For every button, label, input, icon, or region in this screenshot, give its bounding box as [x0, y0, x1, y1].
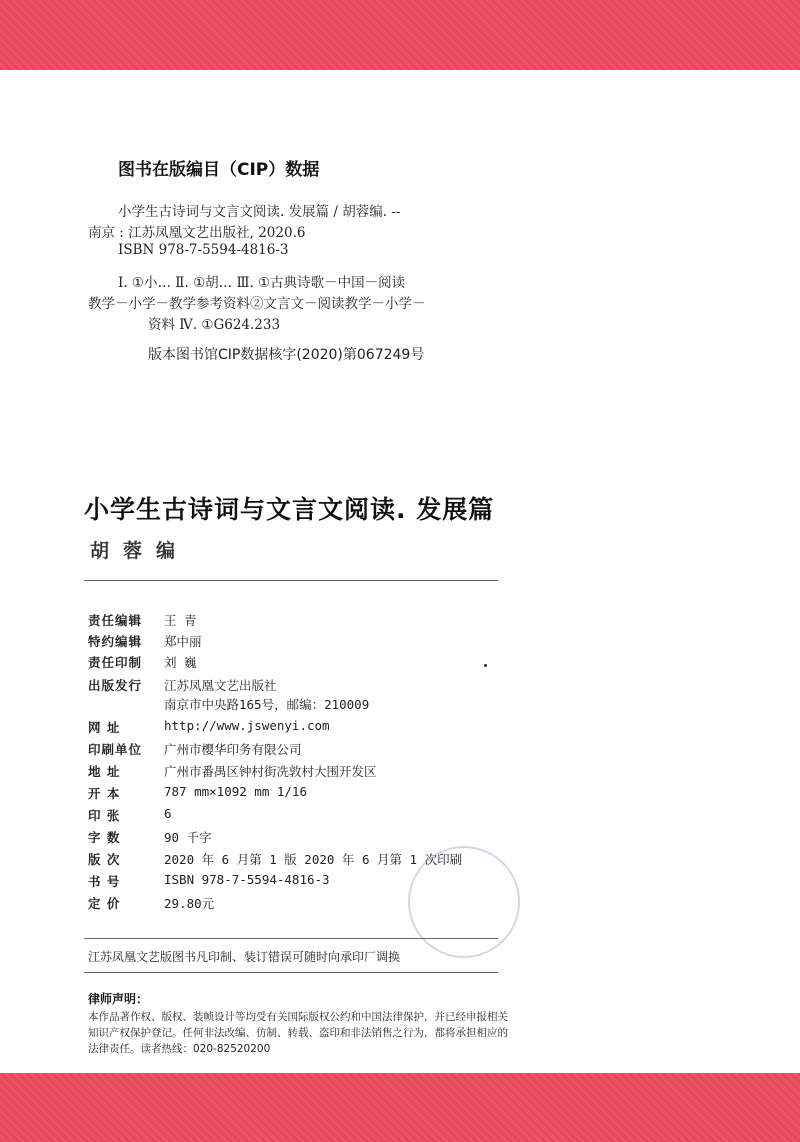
detail-value: 29.80元	[164, 896, 215, 911]
detail-label: 责任印制	[88, 655, 143, 670]
divider-top	[84, 580, 498, 581]
cip-line-6: 资料 Ⅳ. ①G624.233	[148, 317, 281, 333]
detail-value: 2020 年 6 月第 1 版 2020 年 6 月第 1 次印刷	[164, 852, 463, 867]
detail-label: 责任编辑	[88, 613, 143, 628]
detail-value: 787 mm×1092 mm 1/16	[164, 784, 307, 799]
detail-label: 特约编辑	[88, 634, 143, 649]
cip-line-5: 教学－小学－教学参考资料②文言文－阅读教学－小学－	[88, 296, 426, 312]
cip-line-1: 小学生古诗词与文言文阅读. 发展篇 / 胡蓉编. --	[118, 204, 401, 220]
detail-value: 江苏凤凰文艺出版社	[164, 678, 277, 693]
lawyer-statement-text: 本作品著作权、版权、装帧设计等均受有关国际版权公约和中国法律保护，并已经申报相关知识产权保护登记。任何非法改编、仿制、转载、盗印和非法销售之行为，都将承担相应的法律责任。读者热线：020-82520200	[88, 1011, 508, 1055]
divider-bottom	[84, 972, 498, 973]
detail-label: 版 次	[88, 852, 121, 867]
book-title: 小学生古诗词与文言文阅读. 发展篇	[84, 495, 495, 524]
cip-heading: 图书在版编目（CIP）数据	[118, 160, 320, 180]
detail-label: 印刷单位	[88, 742, 143, 757]
top-decorative-band	[0, 0, 800, 70]
detail-value: 6	[164, 806, 172, 821]
detail-value: 郑中丽	[164, 634, 202, 649]
print-speck	[484, 664, 487, 667]
detail-value: 刘 巍	[164, 655, 197, 670]
detail-label: 网 址	[88, 720, 121, 735]
detail-value: 王 青	[164, 613, 197, 628]
detail-label: 地 址	[88, 764, 121, 779]
detail-label: 书 号	[88, 874, 121, 889]
book-editor: 胡蓉编	[90, 540, 190, 562]
bottom-decorative-band	[0, 1073, 800, 1142]
detail-label: 开 本	[88, 786, 121, 801]
lawyer-statement-heading: 律师声明：	[88, 992, 149, 1006]
cip-verification-note: 版本图书馆CIP数据核字(2020)第067249号	[148, 347, 425, 363]
cip-line-3: ISBN 978-7-5594-4816-3	[118, 242, 289, 258]
detail-value: 90 千字	[164, 830, 212, 845]
detail-value: 南京市中央路165号，邮编：210009	[164, 697, 370, 712]
detail-value: http://www.jswenyi.com	[164, 718, 330, 733]
cip-line-2: 南京 : 江苏凤凰文艺出版社, 2020.6	[88, 225, 306, 241]
detail-value: ISBN 978-7-5594-4816-3	[164, 872, 330, 887]
detail-label: 出版发行	[88, 678, 143, 693]
cip-line-4: Ⅰ. ①小… Ⅱ. ①胡… Ⅲ. ①古典诗歌－中国－阅读	[118, 275, 406, 291]
quality-guarantee-note: 江苏凤凰文艺版图书凡印制、装订错误可随时向承印厂调换	[88, 950, 401, 964]
divider-middle	[84, 938, 498, 939]
detail-label: 定 价	[88, 896, 121, 911]
detail-value: 广州市樱华印务有限公司	[164, 742, 302, 757]
detail-label: 印 张	[88, 808, 121, 823]
detail-label: 字 数	[88, 830, 121, 845]
detail-value: 广州市番禺区钟村街冼敦村大围开发区	[164, 764, 377, 779]
